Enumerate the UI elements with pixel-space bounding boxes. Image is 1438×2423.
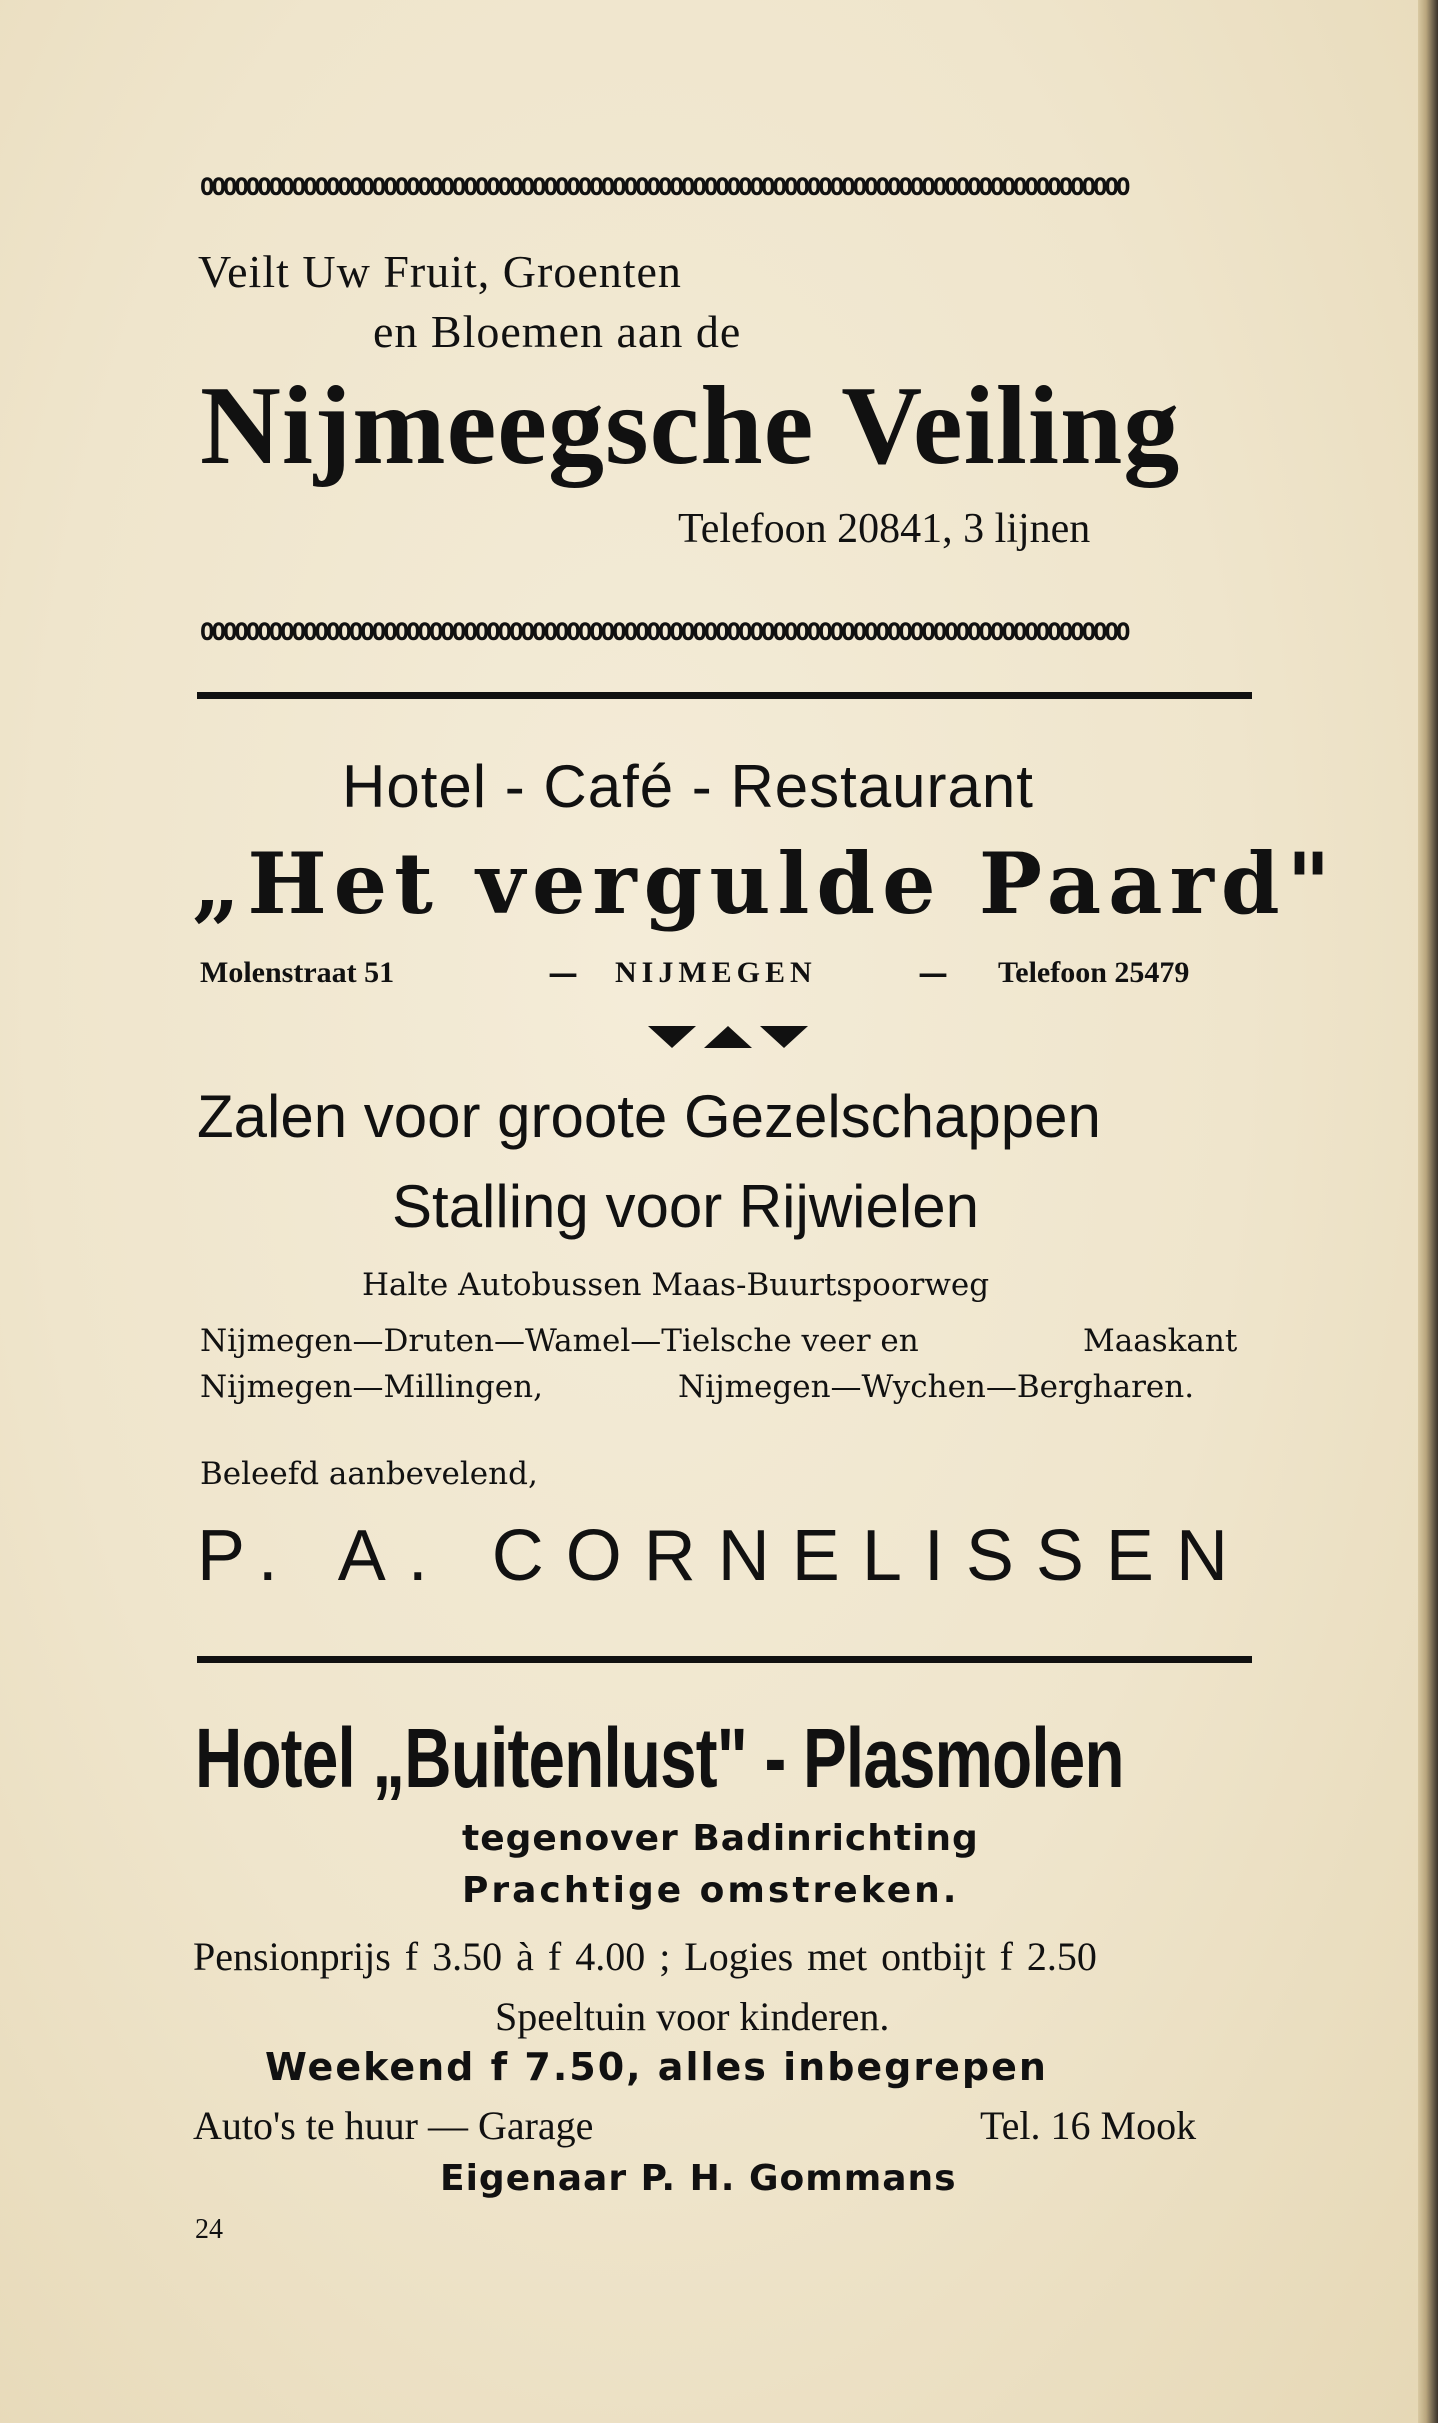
buitenlust-name: Hotel „Buitenlust" - Plasmolen (195, 1711, 1124, 1805)
book-spine-edge (1418, 0, 1438, 2423)
veiling-phone: Telefoon 20841, 3 lijnen (678, 506, 1091, 552)
buitenlust-playground: Speeltuin voor kinderen. (495, 1994, 890, 2039)
paard-bus-stop: Halte Autobussen Maas-Buurtspoorweg (362, 1267, 990, 1303)
buitenlust-prices: Pensionprijs f 3.50 à f 4.00 ; Logies met ontbijt f 2.50 (193, 1934, 1097, 1979)
veiling-line-2: en Bloemen aan de (373, 306, 742, 357)
veiling-name: Nijmeegsche Veiling (200, 364, 1181, 488)
veiling-line-1: Veilt Uw Fruit, Groenten (198, 246, 682, 297)
decorative-border-bottom: OOOOOOOOOOOOOOOOOOOOOOOOOOOOOOOOOOOOOOOOOOOOOOOOOOOOOOOOOOOOOOOOOOOOOOOOOOOOOOOOO (200, 618, 1128, 646)
buitenlust-weekend: Weekend f 7.50, alles inbegrepen (265, 2045, 1048, 2089)
paard-phone: Telefoon 25479 (998, 956, 1190, 989)
paard-dash-1: — (548, 956, 578, 991)
paard-city: NIJMEGEN (615, 956, 817, 989)
paard-name: „Het vergulde Paard" (192, 834, 1338, 933)
ornament-icon (648, 1022, 808, 1052)
paard-street: Molenstraat 51 (200, 956, 395, 989)
page-number: 24 (195, 2214, 223, 2245)
paard-route-3: Nijmegen—Wychen—Bergharen. (678, 1369, 1195, 1405)
paard-dash-2: — (918, 956, 948, 991)
divider-1 (197, 692, 1252, 699)
buitenlust-cars: Auto's te huur — Garage (193, 2103, 594, 2148)
paard-type-line: Hotel - Café - Restaurant (342, 753, 1034, 820)
paard-route-1: Nijmegen—Druten—Wamel—Tielsche veer en (200, 1323, 919, 1359)
buitenlust-owner: Eigenaar P. H. Gommans (440, 2158, 957, 2199)
paard-greeting: Beleefd aanbevelend, (200, 1456, 538, 1492)
buitenlust-surroundings: Prachtige omstreken. (462, 1870, 960, 1911)
buitenlust-opposite: tegenover Badinrichting (462, 1818, 979, 1859)
decorative-border-top: OOOOOOOOOOOOOOOOOOOOOOOOOOOOOOOOOOOOOOOOOOOOOOOOOOOOOOOOOOOOOOOOOOOOOOOOOOOOOOOOO (200, 173, 1128, 201)
paard-halls: Zalen voor groote Gezelschappen (197, 1083, 1101, 1150)
paard-route-1-end: Maaskant (1083, 1323, 1238, 1359)
paard-owner: P. A. CORNELISSEN (197, 1516, 1250, 1596)
paard-route-2: Nijmegen—Millingen, (200, 1369, 543, 1405)
divider-2 (197, 1656, 1252, 1663)
buitenlust-phone: Tel. 16 Mook (980, 2103, 1197, 2148)
paard-bicycle-storage: Stalling voor Rijwielen (392, 1173, 979, 1240)
